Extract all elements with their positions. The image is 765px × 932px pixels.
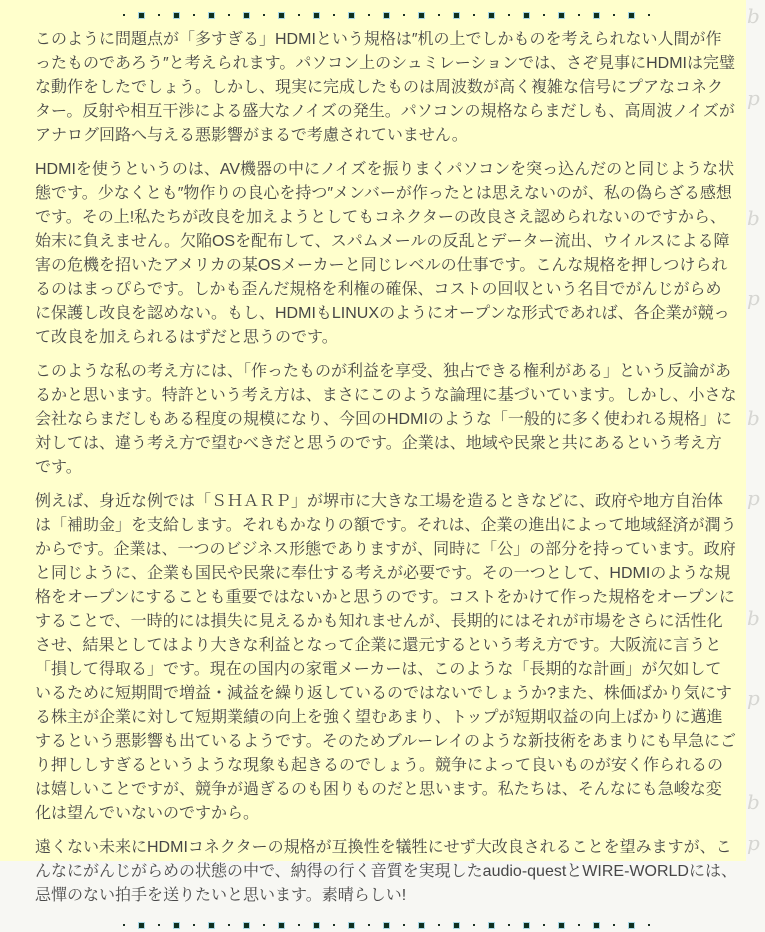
separator-square [348,12,355,19]
separator-dot [298,924,300,926]
separator-dot [578,14,580,16]
separator-square [173,12,180,19]
watermark-letter: b [747,4,760,28]
separator-dot [263,924,265,926]
separator-square [208,922,215,929]
separator-square [348,922,355,929]
separator-dot [403,924,405,926]
separator-square [523,922,530,929]
separator-dot [543,14,545,16]
separator-dot [333,924,335,926]
paragraph: このような私の考え方には、「作ったものが利益を享受、独占できる権利がある」という反論があるかと思います。特許という考え方は、まさにこのような論理に基づいています。しかし、小さな会社ならまだしもある程度の規模になり、今回のHDMIのような「一般的に多く使われる規格」に対しては、違う考え方で望むべきだと思うのです。企業は、地域や民衆と共にあるという考え方です。 [35,363,737,476]
separator-square [628,12,635,19]
watermark-strip [746,0,765,861]
separator-dot [473,14,475,16]
separator-square [138,922,145,929]
separator-square [138,12,145,19]
article [35,28,737,918]
watermark-letter: b [747,790,760,814]
separator-square [313,922,320,929]
separator-square [558,922,565,929]
separator-dot [438,924,440,926]
separator-square [488,922,495,929]
watermark-letter: p [747,486,760,510]
paragraph: このように問題点が「多すぎる」HDMIという規格は″机の上でしかものを考えられない人間が作ったものであろう″と考えられます。パソコン上のシュミレーションでは、さぞ見事にHDMIは完璧な動作をしたでしょう。しかし、現実に完成したものは周波数が高く複雑な信号にプアなコネクター。反射や相互干渉による盛大なノイズの発生。パソコンの規格ならまだしも、高周波ノイズがアナログ回路へ与える悪影響がまるで考慮されていません。 [35,31,735,144]
separator-square [488,12,495,19]
watermark-letter: p [747,286,760,310]
separator-dot [403,14,405,16]
separator-square [383,922,390,929]
separator-square [383,12,390,19]
separator-square [418,922,425,929]
separator-square [278,12,285,19]
separator-dot [193,14,195,16]
separator-square [593,12,600,19]
separator-dot [368,14,370,16]
top-separator [35,8,737,22]
separator-square [243,922,250,929]
separator-dot [578,924,580,926]
separator-dot [123,924,125,926]
separator-dot [438,14,440,16]
separator-dot [158,14,160,16]
separator-square [173,922,180,929]
separator-square [593,922,600,929]
watermark-letter: p [747,686,760,710]
paragraph: HDMIを使うというのは、AV機器の中にノイズを振りまくパソコンを突っ込んだのと同じような状態です。少なくとも″物作りの良心を持つ″メンバーが作ったとは思えないのが、私の偽らざる感想です。その上!私たちが改良を加えようとしてもコネクターの改良さえ認められないのですから、始末に負えません。欠陥OSを配布して、スパムメールの反乱とデーター流出、ウイルスによる障害の危機を招いたアメリカの某OSメーカーと同じレベルの仕事です。こんな規格を押しつけられるのはまっぴらです。しかも歪んだ規格を利権の確保、コストの回収という名目でがんじがらめに保護し改良を認めない。もし、HDMIもLINUXのようにオープンな形式であれば、各企業が競って改良を加えられるはずだと思うのです。 [35,161,735,346]
paragraph: 例えば、身近な例では「ＳＨＡＲＰ」が堺市に大きな工場を造るときなどに、政府や地方自治体は「補助金」を支給します。それもかなりの額です。それは、企業の進出によって地域経済が潤うからです。企業は、一つのビジネス形態でありますが、同時に「公」の部分を持っています。政府と同じように、企業も国民や民衆に奉仕する考えが必要です。その一つとして、HDMIのような規格をオープンにすることも重要ではないかと思うのです。コストをかけて作った規格をオープンにすることで、一時的には損失に見えるかも知れませんが、長期的にはそれが市場をさらに活性化させ、結果としてはより大きな利益となって企業に還元するという考え方です。大阪流に言うと「損して得取る」です。現在の国内の家電メーカーは、このような「長期的な計画」が欠如しているために短期間で増益・減益を繰り返しているのではないでしょうか?また、株価ばかり気にする株主が企業に対して短期業績の向上を強く望むあまり、トップが短期収益の向上ばかりに邁進するという悪影響も出ているようです。そのためブルーレイのような新技術をあまりにも早急にごり押ししすぎるというような現象も起きるのでしょう。競争によって良いものが安く作られるのは嬉しいことですが、競争が過ぎるのも困りものだと思います。私たちは、そんなにも急峻な変化は望んでいないのですから。 [35,493,737,822]
separator-dot [508,14,510,16]
separator-square [523,12,530,19]
watermark-letter: p [747,831,760,855]
separator-square [453,922,460,929]
separator-square [313,12,320,19]
separator-square [278,922,285,929]
separator-square [418,12,425,19]
watermark-letter: b [747,406,760,430]
separator-dot [648,924,650,926]
paragraph: 遠くない未来にHDMIコネクターの規格が互換性を犠牲にせず大改良されることを望みますが、こんなにがんじがらめの状態の中で、納得の行く音質を実現したaudio-questとWIRE-WORLDには、忌憚のない拍手を送りたいと思います。素晴らしい! [35,839,737,904]
separator-dot [123,14,125,16]
separator-square [208,12,215,19]
watermark-letter: b [747,206,760,230]
separator-square [453,12,460,19]
separator-dot [648,14,650,16]
separator-dot [263,14,265,16]
separator-dot [368,924,370,926]
separator-dot [158,924,160,926]
separator-dot [543,924,545,926]
watermark-letter: p [747,86,760,110]
separator-dot [333,14,335,16]
watermark-letter: b [747,606,760,630]
separator-square [558,12,565,19]
separator-dot [228,924,230,926]
separator-square [628,922,635,929]
separator-dot [228,14,230,16]
separator-dot [473,924,475,926]
separator-square [243,12,250,19]
separator-dot [613,924,615,926]
separator-dot [508,924,510,926]
separator-dot [613,14,615,16]
separator-dot [298,14,300,16]
separator-dot [193,924,195,926]
bottom-separator [35,918,737,932]
